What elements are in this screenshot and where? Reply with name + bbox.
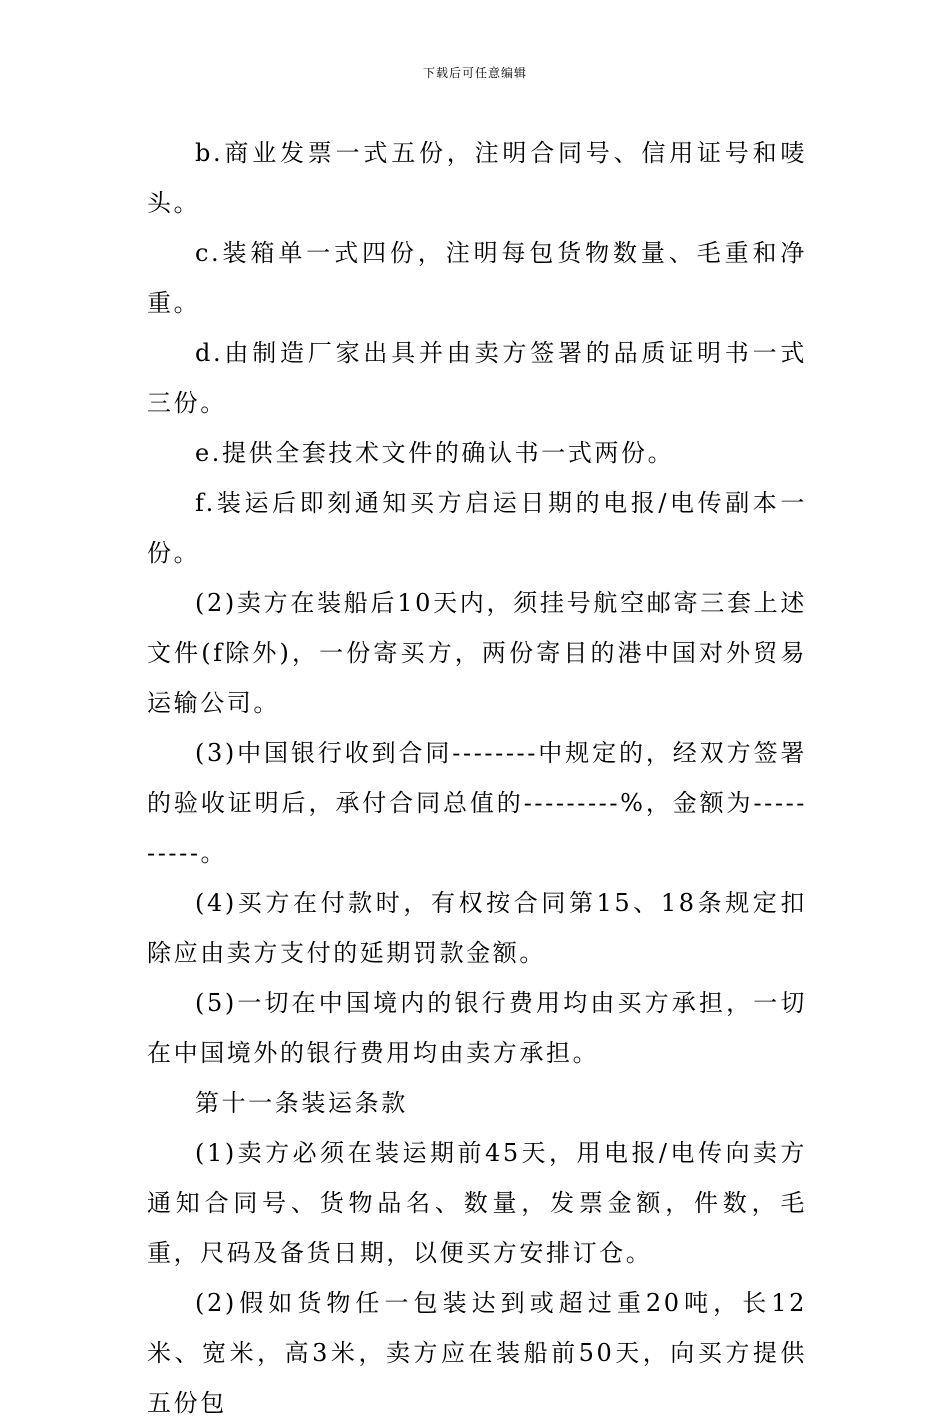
paragraph-technical-documents: e.提供全套技术文件的确认书一式两份。 xyxy=(195,439,675,467)
paragraph-oversize-package: (2)假如货物任一包装达到或超过重20吨，长12米、宽米，高3米，卖方应在装船前50天，向买方提供五份包 xyxy=(147,1289,807,1417)
paragraph-shipment-advice: (1)卖方必须在装运期前45天，用电报/电传向卖方通知合同号、货物品名、数量，发票金额，件数，毛重，尺码及备货日期，以便买方安排订仓。 xyxy=(147,1139,807,1267)
paragraph-airmail-documents: (2)卖方在装船后10天内，须挂号航空邮寄三套上述文件(f除外)，一份寄买方，两份寄目的港中国对外贸易运输公司。 xyxy=(147,589,807,717)
paragraph-invoice: b.商业发票一式五份，注明合同号、信用证号和唛头。 xyxy=(147,139,807,217)
document-body xyxy=(147,128,807,1428)
paragraph-bank-payment: (3)中国银行收到合同--------中规定的，经双方签署的验收证明后，承付合同总值的---------%，金额为----------。 xyxy=(147,739,807,867)
paragraph-bank-charges: (5)一切在中国境内的银行费用均由买方承担，一切在中国境外的银行费用均由卖方承担。 xyxy=(147,989,807,1067)
paragraph-shipment-notice: f.装运后即刻通知买方启运日期的电报/电传副本一份。 xyxy=(147,489,807,567)
paragraph-quality-certificate: d.由制造厂家出具并由卖方签署的品质证明书一式三份。 xyxy=(147,339,807,417)
section-heading-shipment-terms: 第十一条装运条款 xyxy=(195,1089,408,1117)
paragraph-penalty-deduction: (4)买方在付款时，有权按合同第15、18条规定扣除应由卖方支付的延期罚款金额。 xyxy=(147,889,807,967)
page-header-note: 下载后可任意编辑 xyxy=(422,66,527,80)
paragraph-packing-list: c.装箱单一式四份，注明每包货物数量、毛重和净重。 xyxy=(147,239,807,317)
